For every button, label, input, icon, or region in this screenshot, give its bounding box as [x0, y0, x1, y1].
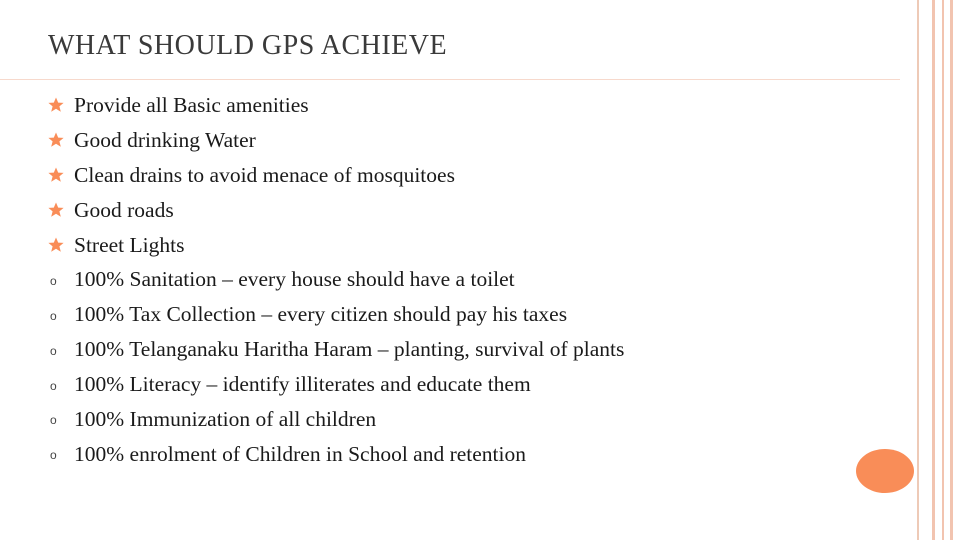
list-item-text: 100% Literacy – identify illiterates and educate them [74, 372, 531, 397]
list-item [48, 367, 624, 402]
decorative-orange-circle [856, 449, 914, 493]
list-item-text: 100% Immunization of all children [74, 406, 377, 431]
list-item-text: 100% Telanganaku Haritha Haram – planting, survival of plants [74, 337, 625, 362]
circle-bullet-icon: o [50, 273, 57, 288]
list-item-text: Good drinking Water [74, 127, 256, 152]
list-item-text: Good roads [74, 197, 174, 222]
list-item [48, 228, 624, 263]
slide-title: WHAT SHOULD GPS ACHIEVE [48, 30, 448, 61]
star-bullet-icon [48, 200, 74, 220]
list-item-text: Street Lights [74, 232, 185, 257]
circle-bullet-icon: o [50, 413, 57, 428]
list-item [48, 193, 624, 228]
star-bullet-icon [48, 165, 74, 185]
decorative-stripe [932, 0, 935, 540]
decorative-stripe [950, 0, 953, 540]
list-item [48, 158, 624, 193]
circle-bullet-icon: o [50, 308, 57, 323]
bullet-list [48, 88, 624, 472]
circle-bullet-icon: o [50, 448, 57, 463]
star-bullet-icon [48, 95, 74, 115]
circle-bullet-icon: o [50, 343, 57, 358]
star-bullet-icon [48, 235, 74, 255]
list-item-text: 100% enrolment of Children in School and retention [74, 441, 527, 466]
list-item-text: Provide all Basic amenities [74, 92, 309, 117]
decorative-stripe [942, 0, 944, 540]
title-divider [0, 79, 900, 80]
list-item [48, 437, 624, 472]
list-item-text: 100% Tax Collection – every citizen should pay his taxes [74, 302, 568, 327]
list-item [48, 262, 624, 297]
list-item [48, 297, 624, 332]
list-item-text: 100% Sanitation – every house should have a toilet [74, 267, 515, 292]
circle-bullet-icon: o [50, 378, 57, 393]
star-bullet-icon [48, 130, 74, 150]
list-item [48, 123, 624, 158]
list-item [48, 332, 624, 367]
list-item-text: Clean drains to avoid menace of mosquitoes [74, 162, 455, 187]
list-item [48, 88, 624, 123]
list-item [48, 402, 624, 437]
